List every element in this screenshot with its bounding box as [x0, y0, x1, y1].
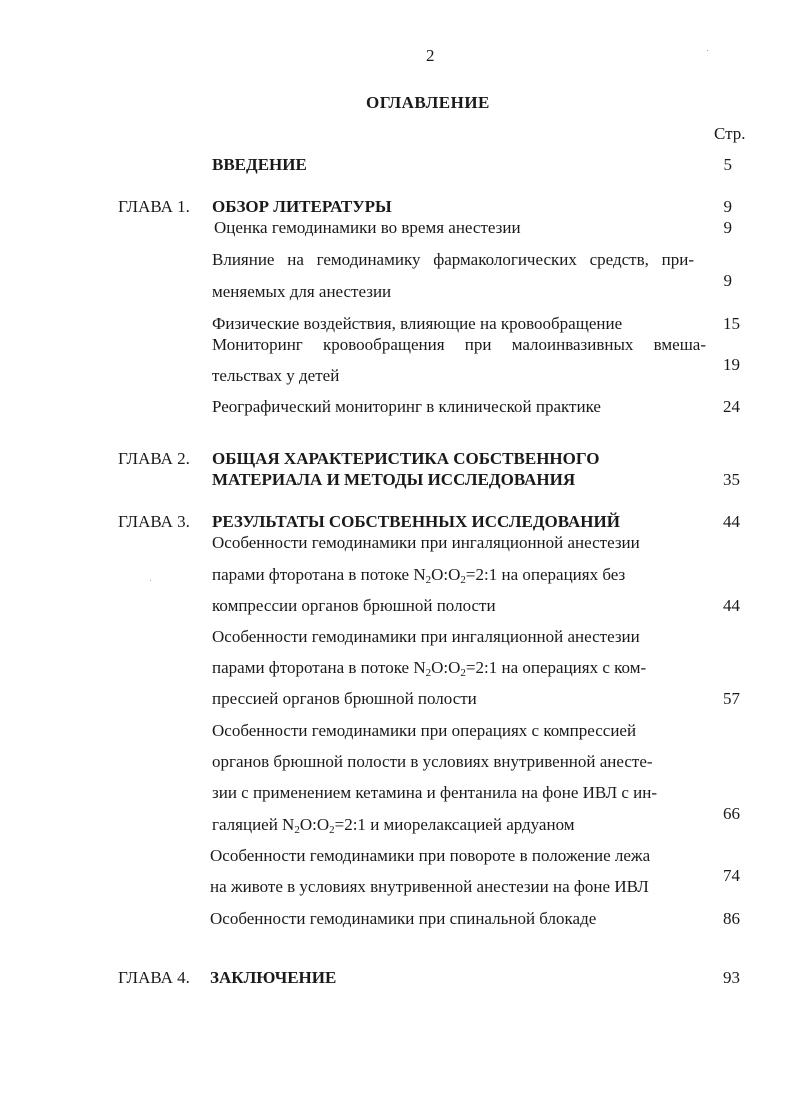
toc-ch3-s4-line1: Особенности гемодинамики при повороте в положение лежа	[210, 846, 651, 865]
toc-ch3-s5-page: 86	[723, 909, 740, 928]
toc-ch1-s5: Реографический мониторинг в клинической практике	[212, 397, 601, 416]
toc-ch3-s1-line1: Особенности гемодинамики при ингаляционной анестезии	[212, 533, 640, 552]
toc-ch1-s3-page: 15	[723, 314, 740, 333]
toc-ch3-title: РЕЗУЛЬТАТЫ СОБСТВЕННЫХ ИССЛЕДОВАНИЙ	[212, 512, 620, 531]
toc-ch3-s2-page: 57	[723, 689, 740, 708]
page-number: 2	[426, 46, 435, 65]
toc-ch1-s4-line2: тельствах у детей	[212, 366, 340, 385]
toc-ch1-title: ОБЗОР ЛИТЕРАТУРЫ	[212, 197, 392, 216]
toc-ch1-s5-page: 24	[723, 397, 740, 416]
toc-ch1-s1: Оценка гемодинамики во время анестезии	[214, 218, 521, 237]
toc-ch3-s5: Особенности гемодинамики при спинальной блокаде	[210, 909, 597, 928]
toc-ch3-s3-line2: органов брюшной полости в условиях внутривенной анесте-	[212, 752, 653, 771]
toc-ch3-s3-line4: галяцией $N_2O:O_2=2:1$ и миорелаксацией ардуаном	[212, 815, 575, 836]
toc-ch3-s2-line1: Особенности гемодинамики при ингаляционной анестезии	[212, 627, 640, 646]
toc-ch1-s4-line1: Мониторинг кровообращения при малоинвазивных вмеша-	[212, 335, 706, 354]
toc-ch3-s1-line3: компрессии органов брюшной полости	[212, 596, 496, 615]
toc-ch3-s4-line2: на животе в условиях внутривенной анестезии на фоне ИВЛ	[210, 877, 649, 896]
toc-ch1-s2-page: 9	[723, 271, 732, 290]
toc-intro-title: ВВЕДЕНИЕ	[212, 155, 307, 174]
toc-ch2-title-line2: МАТЕРИАЛА И МЕТОДЫ ИССЛЕДОВАНИЯ	[212, 470, 576, 489]
page-title: ОГЛАВЛЕНИЕ	[366, 93, 490, 112]
scan-speck	[707, 50, 708, 51]
toc-intro-page: 5	[723, 155, 732, 174]
toc-ch3-s2-line2: парами фторотана в потоке $N_2O:O_2=2:1$ на операциях с ком-	[212, 658, 647, 679]
toc-ch4-page: 93	[723, 968, 740, 987]
toc-ch1-page: 9	[723, 197, 732, 216]
toc-ch3-s1-page: 44	[723, 596, 740, 615]
toc-ch3-s1-line2: парами фторотана в потоке $N_2O:O_2=2:1$ на операциях без	[212, 565, 626, 586]
toc-ch1-s1-page: 9	[723, 218, 732, 237]
page-column-header: Стр.	[714, 124, 746, 143]
toc-ch1-label: ГЛАВА 1.	[118, 197, 190, 216]
toc-ch1-s4-page: 19	[723, 355, 740, 374]
toc-ch1-s2-line1: Влияние на гемодинамику фармакологических средств, при-	[212, 250, 694, 269]
toc-ch3-s3-line3: зии с применением кетамина и фентанила на фоне ИВЛ с ин-	[212, 783, 658, 802]
toc-ch3-s3-page: 66	[723, 804, 740, 823]
toc-ch4-label: ГЛАВА 4.	[118, 968, 190, 987]
toc-ch3-s2-line3: прессией органов брюшной полости	[212, 689, 477, 708]
toc-ch3-label: ГЛАВА 3.	[118, 512, 190, 531]
toc-ch3-s4-page: 74	[723, 866, 740, 885]
toc-ch3-s3-line1: Особенности гемодинамики при операциях с компрессией	[212, 721, 637, 740]
toc-ch1-s2-line2: меняемых для анестезии	[212, 282, 392, 301]
scan-speck	[150, 580, 151, 581]
toc-ch3-page: 44	[723, 512, 740, 531]
toc-ch4-title: ЗАКЛЮЧЕНИЕ	[210, 968, 337, 987]
toc-ch1-s3: Физические воздействия, влияющие на кровообращение	[212, 314, 623, 333]
toc-ch2-page: 35	[723, 470, 740, 489]
toc-ch2-title-line1: ОБЩАЯ ХАРАКТЕРИСТИКА СОБСТВЕННОГО	[212, 449, 600, 468]
toc-ch2-label: ГЛАВА 2.	[118, 449, 190, 468]
